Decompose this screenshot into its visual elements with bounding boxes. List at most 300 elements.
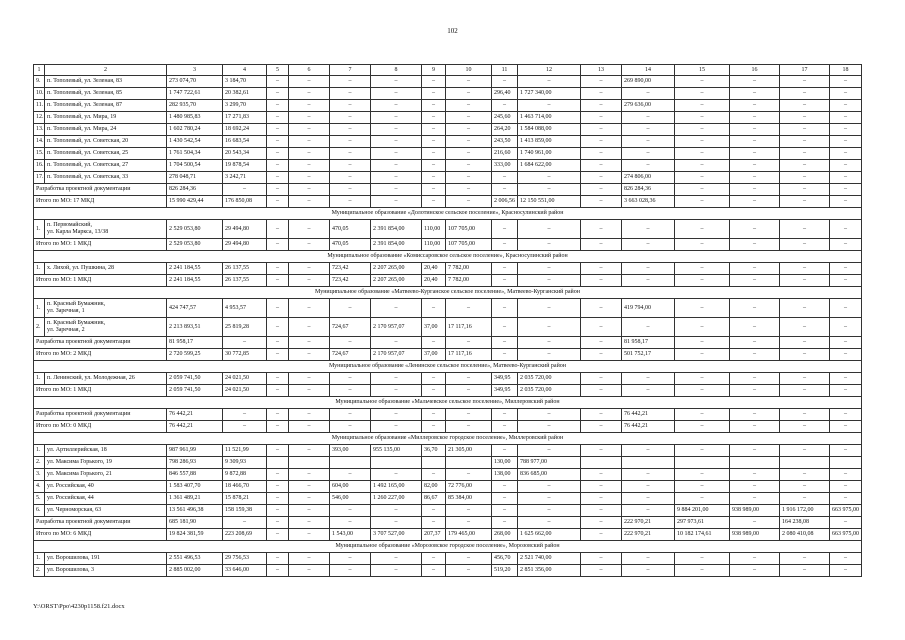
table-cell: – bbox=[492, 263, 518, 275]
address-cell: ул. Артиллерийская, 18 bbox=[45, 445, 167, 457]
table-cell: – bbox=[581, 469, 622, 481]
table-cell: – bbox=[289, 337, 330, 349]
address-cell: ул. Максима Горького, 19 bbox=[45, 457, 167, 469]
table-cell: – bbox=[675, 493, 730, 505]
table-cell: 3 242,71 bbox=[223, 172, 267, 184]
table-cell: – bbox=[675, 124, 730, 136]
table-cell: – bbox=[830, 239, 862, 251]
table-cell: – bbox=[780, 553, 830, 565]
table-row bbox=[34, 553, 862, 565]
table-cell: – bbox=[371, 88, 422, 100]
table-cell: – bbox=[330, 88, 371, 100]
table-cell: – bbox=[581, 88, 622, 100]
table-cell: 724,67 bbox=[330, 318, 371, 337]
row-label: Итого по МО: 2 МКД bbox=[34, 349, 167, 361]
table-cell: 222 970,21 bbox=[622, 517, 675, 529]
table-cell: – bbox=[446, 124, 492, 136]
table-row bbox=[34, 445, 862, 457]
table-cell: – bbox=[330, 385, 371, 397]
table-cell: – bbox=[446, 76, 492, 88]
table-cell: – bbox=[492, 421, 518, 433]
table-cell: 826 284,36 bbox=[167, 184, 223, 196]
table-cell: 18 466,70 bbox=[223, 481, 267, 493]
table-cell: – bbox=[518, 184, 581, 196]
table-cell: 82,00 bbox=[422, 481, 446, 493]
table-cell: – bbox=[492, 239, 518, 251]
table-cell: – bbox=[830, 373, 862, 385]
row-number: 12. bbox=[34, 112, 45, 124]
table-cell: – bbox=[492, 337, 518, 349]
table-cell: 723,42 bbox=[330, 275, 371, 287]
table-cell: – bbox=[446, 373, 492, 385]
address-cell: п. Красный Бумажник, ул. Заречная, 1 bbox=[45, 299, 167, 318]
table-cell: – bbox=[730, 220, 780, 239]
table-cell: 788 977,00 bbox=[518, 457, 581, 469]
summary-row bbox=[34, 421, 862, 433]
table-cell: – bbox=[675, 481, 730, 493]
table-cell: – bbox=[289, 88, 330, 100]
address-cell: ул. Ворошилова, 3 bbox=[45, 565, 167, 577]
table-cell: 7 782,00 bbox=[446, 275, 492, 287]
table-cell: 26 137,55 bbox=[223, 275, 267, 287]
table-cell: 17 271,83 bbox=[223, 112, 267, 124]
row-number: 1. bbox=[34, 373, 45, 385]
address-cell: х. Лихой, ул. Пушкина, 28 bbox=[45, 263, 167, 275]
table-cell: – bbox=[223, 409, 267, 421]
table-cell: 274 806,00 bbox=[622, 172, 675, 184]
table-row bbox=[34, 76, 862, 88]
table-cell: – bbox=[371, 184, 422, 196]
table-cell: – bbox=[422, 553, 446, 565]
table-cell: – bbox=[780, 337, 830, 349]
table-cell: 955 135,00 bbox=[371, 445, 422, 457]
table-cell: – bbox=[581, 196, 622, 208]
table-row bbox=[34, 469, 862, 481]
table-row bbox=[34, 124, 862, 136]
table-cell: 2 241 184,55 bbox=[167, 263, 223, 275]
table-cell bbox=[330, 457, 371, 469]
table-cell: – bbox=[518, 275, 581, 287]
table-cell: – bbox=[622, 112, 675, 124]
table-cell: – bbox=[622, 220, 675, 239]
table-cell: – bbox=[581, 184, 622, 196]
table-cell: – bbox=[830, 421, 862, 433]
table-cell: – bbox=[581, 100, 622, 112]
table-cell: – bbox=[730, 112, 780, 124]
table-cell: 207,37 bbox=[422, 529, 446, 541]
table-cell: – bbox=[371, 517, 422, 529]
table-cell: 30 772,85 bbox=[223, 349, 267, 361]
table-cell: – bbox=[518, 349, 581, 361]
table-cell: 76 442,21 bbox=[167, 409, 223, 421]
column-header: 2 bbox=[45, 65, 167, 76]
table-cell: – bbox=[730, 318, 780, 337]
table-cell: – bbox=[622, 565, 675, 577]
table-cell: – bbox=[780, 275, 830, 287]
table-cell: 1 740 961,00 bbox=[518, 148, 581, 160]
table-cell bbox=[289, 457, 330, 469]
table-cell: 223 208,69 bbox=[223, 529, 267, 541]
row-label: Итого по МО: 1 МКД bbox=[34, 385, 167, 397]
table-cell: – bbox=[581, 445, 622, 457]
address-cell: п. Тополевый, ул. Советская, 33 bbox=[45, 172, 167, 184]
table-cell: 2 170 957,07 bbox=[371, 318, 422, 337]
table-cell: 663 975,00 bbox=[830, 505, 862, 517]
table-cell: – bbox=[422, 385, 446, 397]
table-cell: 1 684 622,00 bbox=[518, 160, 581, 172]
table-cell: – bbox=[518, 445, 581, 457]
table-cell: – bbox=[267, 160, 289, 172]
table-cell: – bbox=[289, 505, 330, 517]
table-cell: – bbox=[267, 349, 289, 361]
table-cell: 1 463 714,00 bbox=[518, 112, 581, 124]
table-cell: 519,20 bbox=[492, 565, 518, 577]
table-cell: 110,00 bbox=[422, 220, 446, 239]
table-cell: – bbox=[518, 220, 581, 239]
table-cell: – bbox=[289, 76, 330, 88]
table-cell: – bbox=[581, 148, 622, 160]
table-cell: 3 707 527,00 bbox=[371, 529, 422, 541]
table-cell: – bbox=[675, 409, 730, 421]
table-cell: – bbox=[730, 373, 780, 385]
table-cell: – bbox=[330, 505, 371, 517]
section-row bbox=[34, 287, 862, 299]
table-cell: – bbox=[830, 263, 862, 275]
table-cell: – bbox=[730, 239, 780, 251]
table-cell: – bbox=[492, 184, 518, 196]
table-cell: – bbox=[330, 196, 371, 208]
table-cell: – bbox=[267, 148, 289, 160]
table-cell: 179 465,00 bbox=[446, 529, 492, 541]
table-cell: 297 973,61 bbox=[675, 517, 730, 529]
table-cell: 29 494,80 bbox=[223, 239, 267, 251]
table-cell: – bbox=[267, 100, 289, 112]
table-cell: – bbox=[581, 318, 622, 337]
table-cell: 2 207 265,00 bbox=[371, 263, 422, 275]
table-cell: 723,42 bbox=[330, 263, 371, 275]
table-cell: – bbox=[622, 148, 675, 160]
table-cell: – bbox=[622, 505, 675, 517]
table-cell: – bbox=[289, 263, 330, 275]
table-cell: – bbox=[780, 88, 830, 100]
table-cell: – bbox=[371, 112, 422, 124]
table-cell: – bbox=[830, 136, 862, 148]
table-cell: – bbox=[371, 160, 422, 172]
table-cell: – bbox=[830, 172, 862, 184]
table-cell: 15 878,21 bbox=[223, 493, 267, 505]
table-cell: 2 241 184,55 bbox=[167, 275, 223, 287]
table-row bbox=[34, 565, 862, 577]
table-cell: – bbox=[830, 148, 862, 160]
summary-row bbox=[34, 337, 862, 349]
table-cell: – bbox=[730, 196, 780, 208]
table-cell: – bbox=[780, 318, 830, 337]
table-cell: – bbox=[422, 505, 446, 517]
table-cell: – bbox=[675, 553, 730, 565]
table-cell: – bbox=[581, 493, 622, 505]
address-cell: ул. Российская, 44 bbox=[45, 493, 167, 505]
table-cell: – bbox=[289, 239, 330, 251]
table-cell: – bbox=[330, 76, 371, 88]
table-cell: – bbox=[289, 184, 330, 196]
table-cell: – bbox=[267, 172, 289, 184]
table-cell: 158 159,38 bbox=[223, 505, 267, 517]
row-number: 15. bbox=[34, 148, 45, 160]
table-cell: 2 006,56 bbox=[492, 196, 518, 208]
table-cell: 1 602 780,24 bbox=[167, 124, 223, 136]
table-cell: 13 561 496,38 bbox=[167, 505, 223, 517]
table-cell: 24 021,50 bbox=[223, 385, 267, 397]
address-cell: п. Красный Бумажник, ул. Заречная, 2 bbox=[45, 318, 167, 337]
table-cell: – bbox=[267, 76, 289, 88]
table-cell: 2 059 741,50 bbox=[167, 373, 223, 385]
table-cell: – bbox=[492, 172, 518, 184]
table-cell: 2 170 957,07 bbox=[371, 349, 422, 361]
table-cell: – bbox=[622, 493, 675, 505]
table-cell: – bbox=[371, 124, 422, 136]
table-cell: – bbox=[675, 318, 730, 337]
page-number: 102 bbox=[447, 27, 458, 35]
table-cell: 86,67 bbox=[422, 493, 446, 505]
section-title: Муниципальное образование «Матвеево-Курганское сельское поселение», Матвеево-Курганский район bbox=[34, 287, 862, 299]
table-cell: 20,40 bbox=[422, 263, 446, 275]
table-cell: 37,00 bbox=[422, 318, 446, 337]
table-row bbox=[34, 493, 862, 505]
table-cell: – bbox=[622, 385, 675, 397]
table-cell: – bbox=[675, 299, 730, 318]
table-cell: – bbox=[446, 469, 492, 481]
table-cell: – bbox=[830, 88, 862, 100]
table-cell: – bbox=[830, 318, 862, 337]
row-number: 2. bbox=[34, 318, 45, 337]
table-cell: – bbox=[581, 76, 622, 88]
address-cell: ул. Максима Горького, 21 bbox=[45, 469, 167, 481]
table-row bbox=[34, 148, 862, 160]
table-cell: – bbox=[581, 124, 622, 136]
table-cell: – bbox=[289, 124, 330, 136]
table-cell: – bbox=[830, 76, 862, 88]
table-cell: – bbox=[330, 565, 371, 577]
column-header: 9 bbox=[422, 65, 446, 76]
table-cell: – bbox=[581, 517, 622, 529]
table-row bbox=[34, 481, 862, 493]
column-header: 11 bbox=[492, 65, 518, 76]
table-cell: – bbox=[830, 445, 862, 457]
column-header: 10 bbox=[446, 65, 492, 76]
table-cell: 164 238,08 bbox=[780, 517, 830, 529]
table-cell: – bbox=[780, 565, 830, 577]
table-cell: – bbox=[422, 124, 446, 136]
table-cell: – bbox=[330, 112, 371, 124]
table-cell: 15 990 429,44 bbox=[167, 196, 223, 208]
table-cell: – bbox=[830, 299, 862, 318]
table-cell: 268,00 bbox=[492, 529, 518, 541]
table-cell: 1 747 722,61 bbox=[167, 88, 223, 100]
column-header: 3 bbox=[167, 65, 223, 76]
table-cell: – bbox=[446, 112, 492, 124]
section-row bbox=[34, 251, 862, 263]
table-cell: – bbox=[830, 160, 862, 172]
table-cell: 279 636,00 bbox=[622, 100, 675, 112]
table-row bbox=[34, 160, 862, 172]
table-cell: – bbox=[267, 112, 289, 124]
table-cell: – bbox=[581, 529, 622, 541]
table-cell: – bbox=[830, 481, 862, 493]
summary-row bbox=[34, 517, 862, 529]
table-cell: 2 529 053,80 bbox=[167, 220, 223, 239]
table-row bbox=[34, 220, 862, 239]
table-cell: – bbox=[675, 148, 730, 160]
table-cell: – bbox=[518, 337, 581, 349]
table-cell: – bbox=[492, 445, 518, 457]
table-cell: – bbox=[330, 148, 371, 160]
table-cell: – bbox=[267, 184, 289, 196]
table-cell: – bbox=[581, 421, 622, 433]
table-cell: – bbox=[289, 160, 330, 172]
table-cell: 273 074,70 bbox=[167, 76, 223, 88]
table-cell: – bbox=[267, 445, 289, 457]
table-cell: 19 878,54 bbox=[223, 160, 267, 172]
table-cell: 846 557,88 bbox=[167, 469, 223, 481]
row-number: 1. bbox=[34, 553, 45, 565]
table-cell: 176 850,08 bbox=[223, 196, 267, 208]
column-header: 7 bbox=[330, 65, 371, 76]
table-cell: – bbox=[830, 565, 862, 577]
table-cell: 3 299,70 bbox=[223, 100, 267, 112]
file-path-footer: Y:\ORST\Ppo\4230p1158.f21.docx bbox=[33, 603, 125, 610]
section-title: Муниципальное образование «Ленинское сельское поселение», Матвеево-Курганский район bbox=[34, 361, 862, 373]
table-cell: – bbox=[518, 263, 581, 275]
table-cell: 1 761 504,34 bbox=[167, 148, 223, 160]
table-cell: – bbox=[730, 172, 780, 184]
table-cell: 76 442,21 bbox=[167, 421, 223, 433]
column-header: 1 bbox=[34, 65, 45, 76]
table-cell: – bbox=[267, 421, 289, 433]
table-cell: – bbox=[492, 100, 518, 112]
table-cell: 9 872,88 bbox=[223, 469, 267, 481]
table-cell: 11 521,99 bbox=[223, 445, 267, 457]
table-cell: – bbox=[730, 124, 780, 136]
column-header: 4 bbox=[223, 65, 267, 76]
table-cell: – bbox=[780, 100, 830, 112]
table-cell: 938 989,00 bbox=[730, 529, 780, 541]
table-cell: – bbox=[675, 373, 730, 385]
table-cell: – bbox=[446, 337, 492, 349]
table-cell: 1 704 500,54 bbox=[167, 160, 223, 172]
table-cell: 798 286,93 bbox=[167, 457, 223, 469]
column-header: 16 bbox=[730, 65, 780, 76]
table-cell: – bbox=[581, 239, 622, 251]
table-cell: – bbox=[581, 373, 622, 385]
table-cell: – bbox=[330, 553, 371, 565]
table-cell: – bbox=[371, 299, 422, 318]
table-cell: 20 382,61 bbox=[223, 88, 267, 100]
data-table bbox=[33, 64, 862, 577]
table-cell: – bbox=[675, 275, 730, 287]
column-header: 5 bbox=[267, 65, 289, 76]
table-cell: – bbox=[830, 385, 862, 397]
section-title: Муниципальное образование «Морозовское городское поселение», Морозовский район bbox=[34, 541, 862, 553]
table-cell: – bbox=[730, 100, 780, 112]
table-cell: – bbox=[422, 373, 446, 385]
table-cell: 1 543,00 bbox=[330, 529, 371, 541]
table-cell bbox=[371, 457, 422, 469]
column-header: 8 bbox=[371, 65, 422, 76]
table-cell: – bbox=[675, 100, 730, 112]
table-cell: 2 213 893,51 bbox=[167, 318, 223, 337]
column-header: 18 bbox=[830, 65, 862, 76]
table-cell: – bbox=[581, 112, 622, 124]
table-cell bbox=[730, 457, 780, 469]
address-cell: п. Тополевый, ул. Советская, 27 bbox=[45, 160, 167, 172]
table-cell: – bbox=[492, 409, 518, 421]
table-cell: – bbox=[830, 517, 862, 529]
table-cell: – bbox=[422, 172, 446, 184]
table-cell: 2 529 053,80 bbox=[167, 239, 223, 251]
table-cell: – bbox=[730, 148, 780, 160]
table-cell bbox=[422, 457, 446, 469]
column-header: 6 bbox=[289, 65, 330, 76]
table-cell: 2 035 720,00 bbox=[518, 385, 581, 397]
table-cell: 72 776,00 bbox=[446, 481, 492, 493]
table-cell: – bbox=[581, 349, 622, 361]
table-cell: – bbox=[289, 469, 330, 481]
table-cell: – bbox=[780, 184, 830, 196]
table-cell: – bbox=[267, 493, 289, 505]
table-cell: – bbox=[422, 565, 446, 577]
table-cell: – bbox=[289, 136, 330, 148]
row-number: 2. bbox=[34, 565, 45, 577]
table-cell: 685 181,90 bbox=[167, 517, 223, 529]
table-cell: – bbox=[730, 299, 780, 318]
table-cell: – bbox=[830, 220, 862, 239]
table-cell: – bbox=[622, 88, 675, 100]
table-cell: 37,00 bbox=[422, 349, 446, 361]
table-cell: 20,40 bbox=[422, 275, 446, 287]
table-cell: – bbox=[780, 493, 830, 505]
table-cell: – bbox=[289, 373, 330, 385]
table-cell: – bbox=[446, 160, 492, 172]
table-cell: – bbox=[830, 184, 862, 196]
summary-row bbox=[34, 349, 862, 361]
table-cell: – bbox=[289, 349, 330, 361]
table-row bbox=[34, 318, 862, 337]
row-label: Разработка проектной документации bbox=[34, 517, 167, 529]
table-cell: 2 521 740,00 bbox=[518, 553, 581, 565]
table-cell: – bbox=[675, 76, 730, 88]
table-cell: – bbox=[581, 553, 622, 565]
table-cell: 349,95 bbox=[492, 385, 518, 397]
table-cell: – bbox=[730, 136, 780, 148]
table-cell: – bbox=[518, 409, 581, 421]
table-cell: – bbox=[330, 373, 371, 385]
table-cell: – bbox=[622, 373, 675, 385]
table-cell: – bbox=[267, 409, 289, 421]
table-cell: – bbox=[267, 553, 289, 565]
table-cell: – bbox=[675, 112, 730, 124]
table-cell: – bbox=[581, 385, 622, 397]
table-cell: – bbox=[446, 148, 492, 160]
row-number: 1. bbox=[34, 299, 45, 318]
table-cell: – bbox=[330, 100, 371, 112]
table-cell: – bbox=[422, 160, 446, 172]
table-row bbox=[34, 172, 862, 184]
table-cell: 76 442,21 bbox=[622, 409, 675, 421]
table-cell: – bbox=[371, 100, 422, 112]
table-cell: – bbox=[622, 469, 675, 481]
table-cell: – bbox=[446, 409, 492, 421]
table-cell: 663 975,00 bbox=[830, 529, 862, 541]
